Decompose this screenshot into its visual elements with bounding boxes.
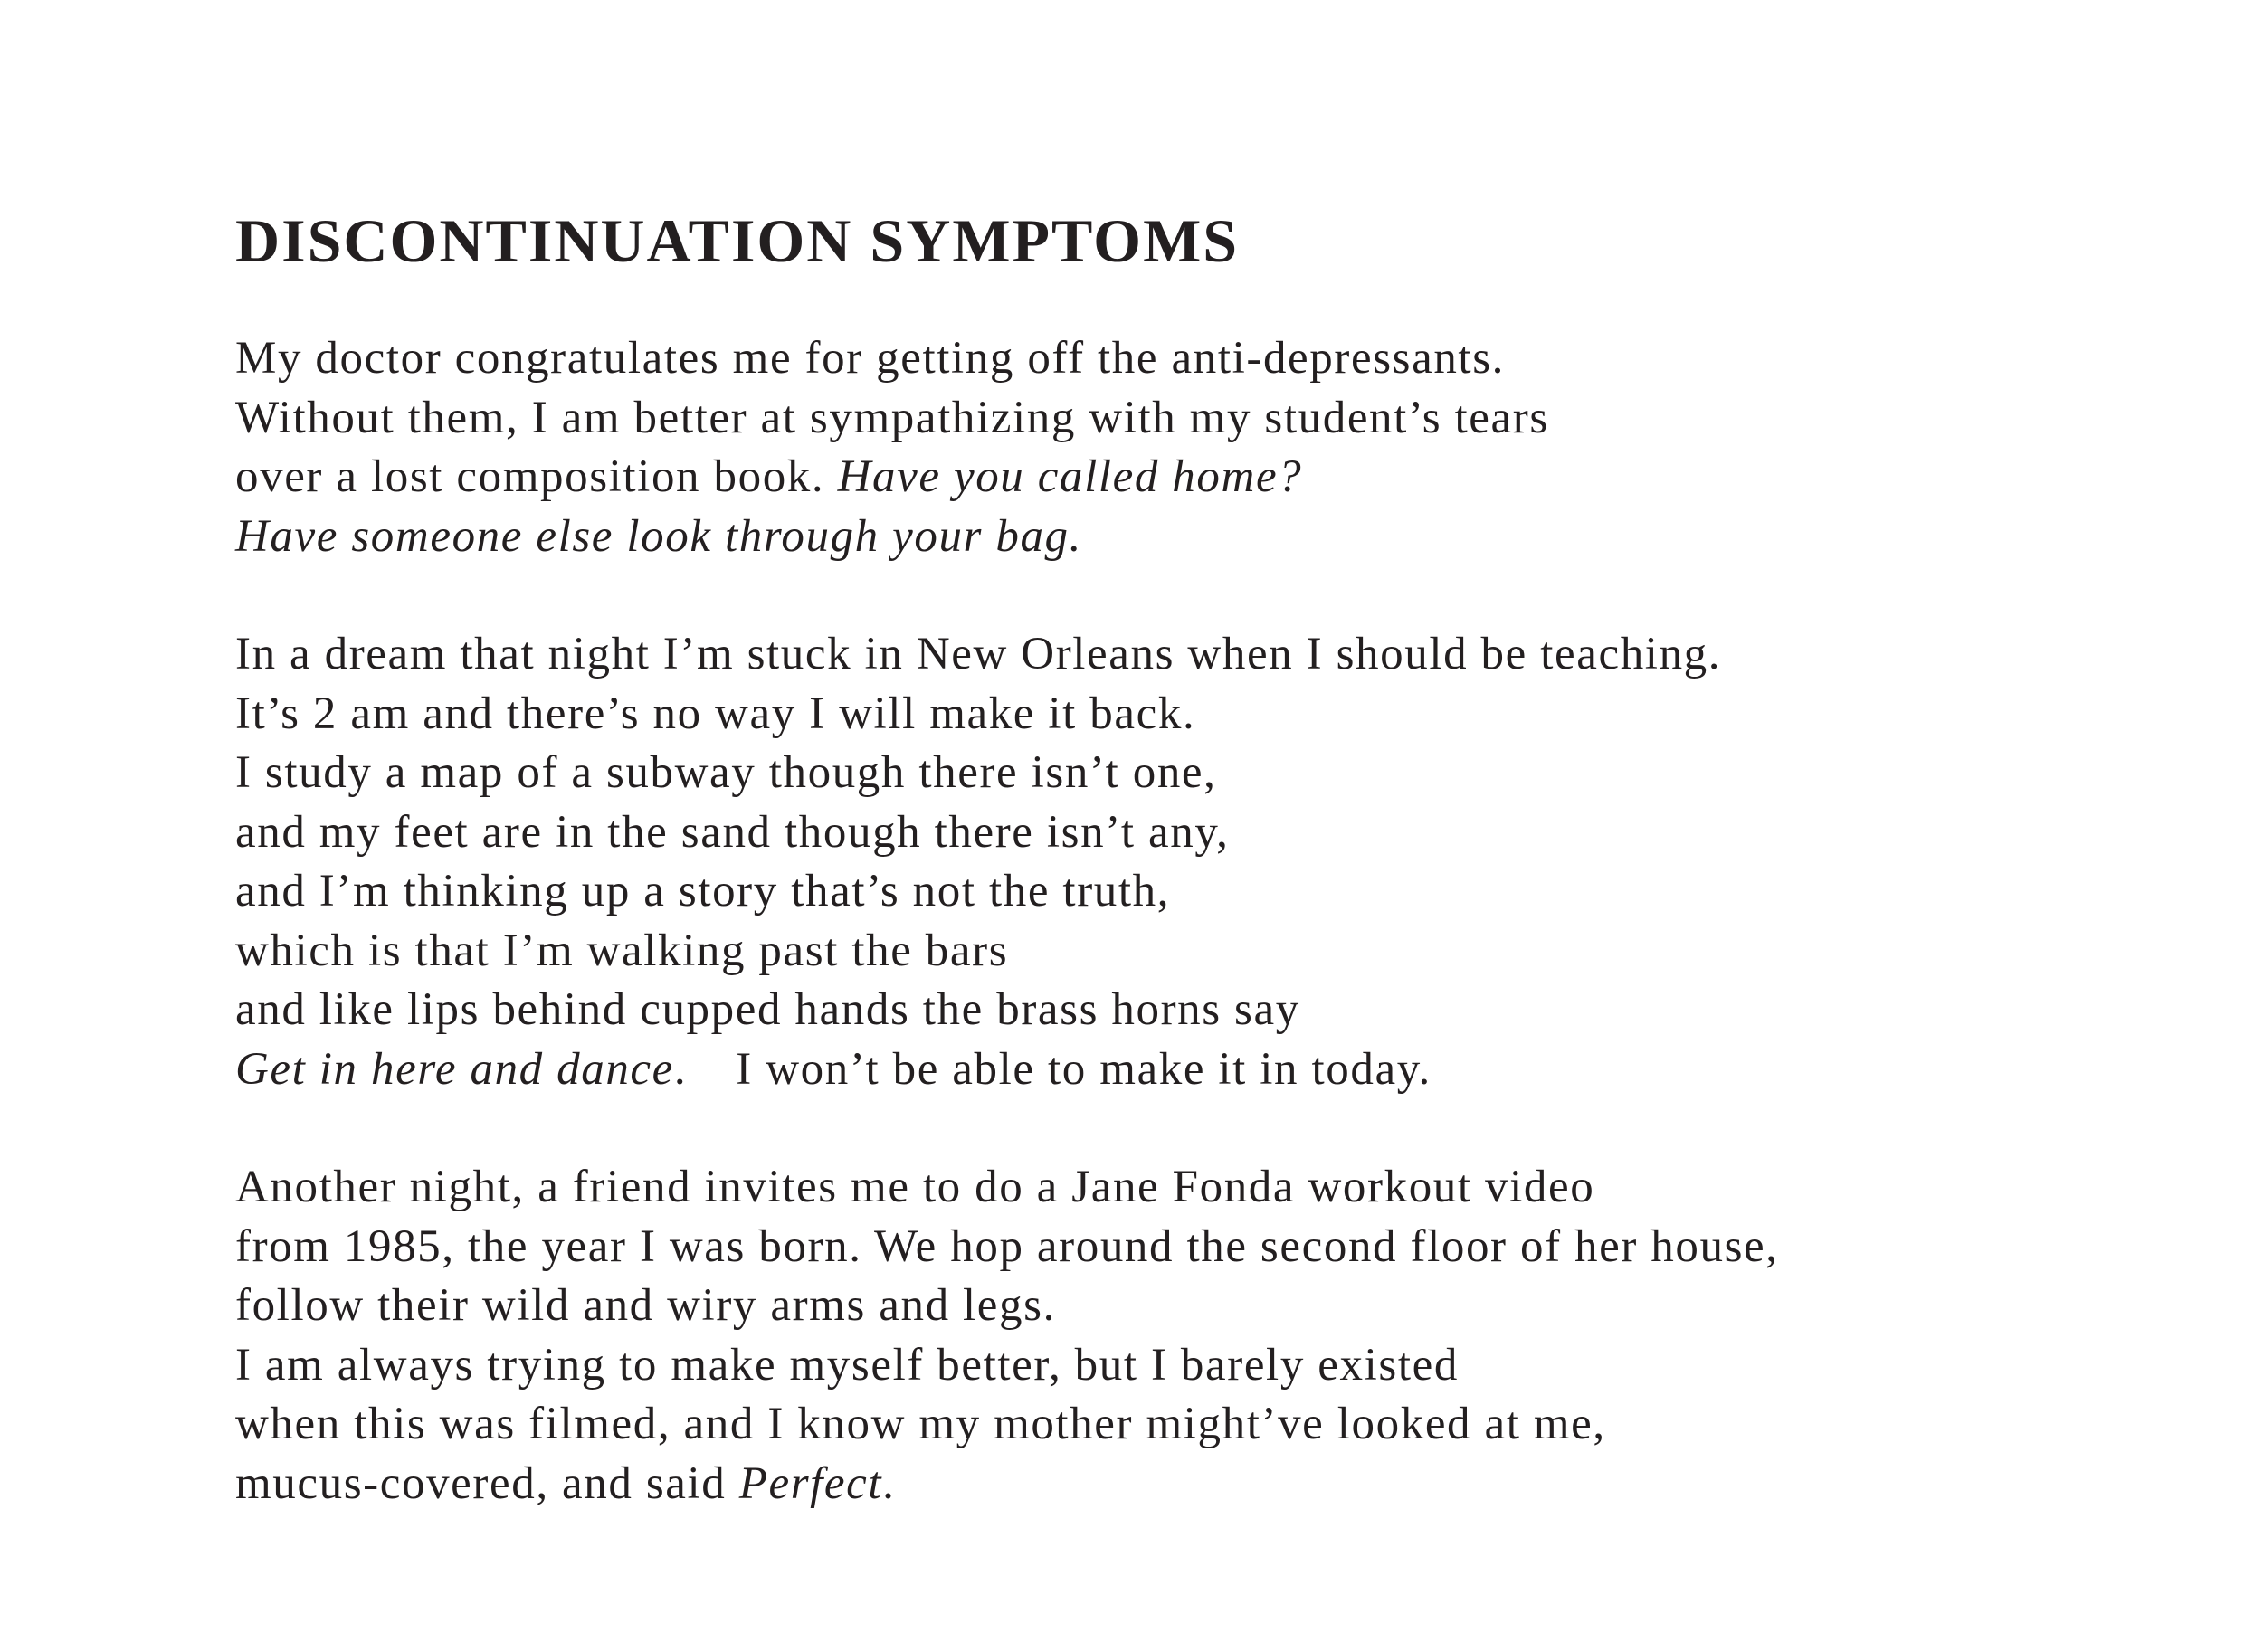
- line-text: over a lost composition book.: [235, 451, 838, 502]
- poem-line: [235, 803, 2181, 863]
- line-text: My doctor congratulates me for getting off the anti-depressants.: [235, 333, 1505, 384]
- stanza-1: [235, 329, 2181, 566]
- poem-line: [235, 329, 2181, 389]
- poem-body: [235, 329, 2181, 1572]
- line-text: when this was filmed, and I know my mother might’ve looked at me,: [235, 1399, 1606, 1449]
- poem-line: [235, 1040, 2181, 1100]
- line-text: and I’m thinking up a story that’s not the truth,: [235, 866, 1171, 916]
- line-text: I won’t be able to make it in today.: [736, 1043, 1432, 1095]
- poem-line-italic: Have someone else look through your bag.: [235, 510, 1083, 562]
- line-punctuation: .: [882, 1457, 896, 1509]
- line-punctuation: .: [673, 1043, 688, 1095]
- poem-title: DISCONTINUATION SYMPTOMS: [235, 206, 1240, 275]
- line-text: from 1985, the year I was born. We hop around the second floor of her house,: [235, 1220, 1779, 1272]
- line-text: I am always trying to make myself better, but I barely existed: [235, 1339, 1459, 1391]
- stanza-3: [235, 1158, 2181, 1514]
- poem-line: [235, 389, 2181, 449]
- line-text: I study a map of a subway though there isn’t one,: [235, 747, 1217, 798]
- line-text: In a dream that night I’m stuck in New Orleans when I should be teaching.: [235, 629, 1722, 679]
- poem-line: [235, 922, 2181, 982]
- line-text: Without them, I am better at sympathizing with my student’s tears: [235, 392, 1549, 443]
- poem-line: [235, 1395, 2181, 1455]
- poem-line: [235, 1277, 2181, 1336]
- line-text: and my feet are in the sand though there isn’t any,: [235, 806, 1230, 858]
- line-text: Another night, a friend invites me to do a Jane Fonda workout video: [235, 1162, 1595, 1212]
- poem-line: [235, 685, 2181, 745]
- italic-phrase: Have you called home?: [837, 451, 1303, 502]
- poem-line: [235, 862, 2181, 922]
- poem-line: [235, 448, 2181, 508]
- italic-phrase: Perfect: [738, 1457, 883, 1509]
- line-text: mucus-covered, and said: [235, 1457, 739, 1509]
- line-text: follow their wild and wiry arms and legs.: [235, 1280, 1056, 1331]
- poem-line: [235, 744, 2181, 803]
- poem-line: [235, 1218, 2181, 1277]
- poem-line: [235, 1455, 2181, 1514]
- line-text: and like lips behind cupped hands the brass horns say: [235, 984, 1300, 1035]
- italic-phrase: Get in here and dance: [235, 1043, 674, 1095]
- poem-line: [235, 1158, 2181, 1218]
- line-text: which is that I’m walking past the bars: [235, 925, 1009, 976]
- poem-line: [235, 981, 2181, 1040]
- stanza-2: [235, 625, 2181, 1099]
- poem-line: [235, 625, 2181, 685]
- poem-line: [235, 1336, 2181, 1396]
- line-text: It’s 2 am and there’s no way I will make it back.: [235, 688, 1196, 739]
